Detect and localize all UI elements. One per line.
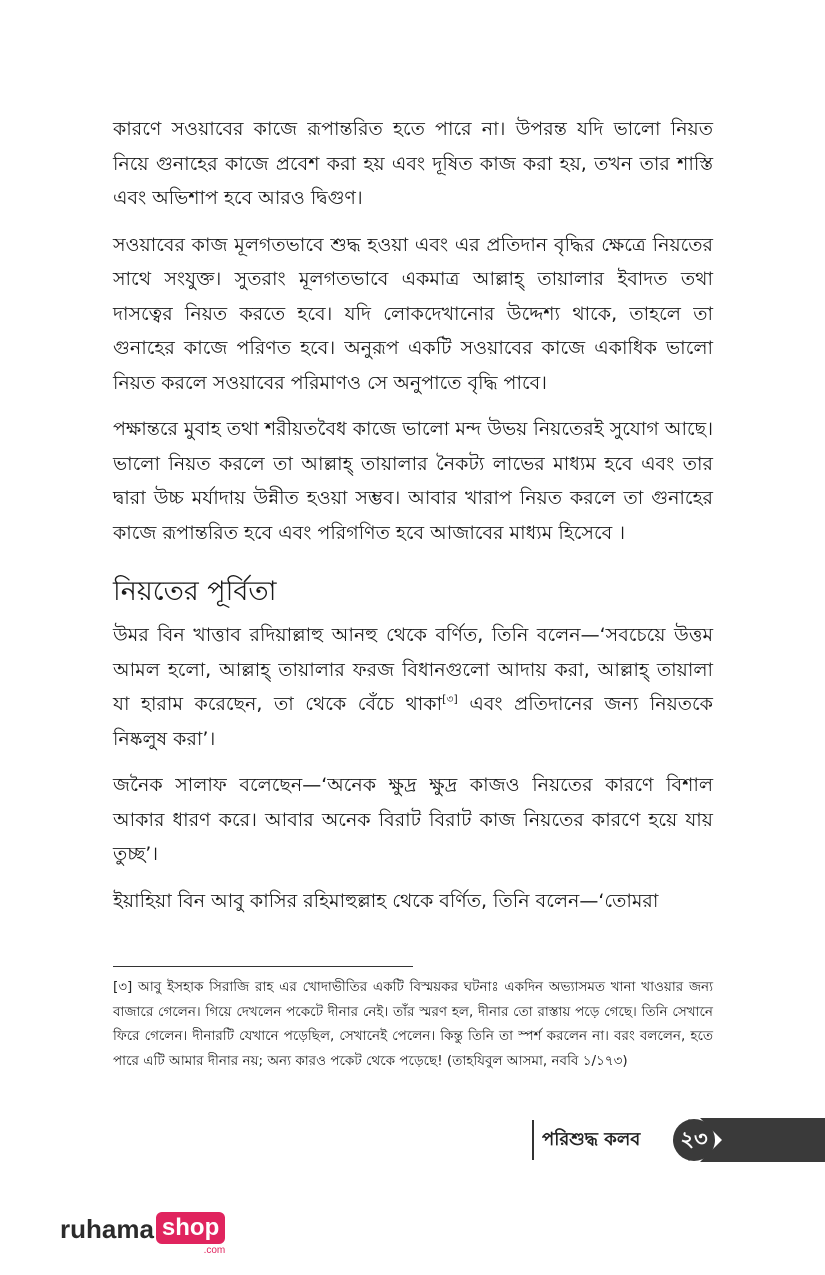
logo-brand: ruhama: [60, 1214, 154, 1244]
footnote-text: [৩] আবু ইসহাক সিরাজি রাহ এর খোদাভীতির একটি বিস্ময়কর ঘটনাঃ একদিন অভ্যাসমত খানা খাওয়ার জন্য বাজারে গেলেন। গিয়ে দেখলেন পকেটে দীনার নেই। তাঁর স্মরণ হল, দীনার তো রাস্তায় পড়ে গেছে। তিনি সেখানে ফিরে গেলেন। দীনারটি যেখানে পড়েছিল, সেখানেই পেলেন। কিন্তু তিনি তা স্পর্শ করলেন না। বরং বললেন, হতে পারে এটি আমার দীনার নয়; অন্য কারও পকেট থেকে পড়েছে! (তাহযিবুল আসমা, নববি ১/১৭৩): [113, 979, 713, 1069]
footnote-ref[interactable]: [৩]: [442, 692, 458, 706]
section-heading: নিয়তের পূর্বিতা: [113, 576, 277, 607]
paragraph-3: পক্ষান্তরে মুবাহ তথা শরীয়তবৈধ কাজে ভালো মন্দ উভয় নিয়তেরই সুযোগ আছে। ভালো নিয়ত করলে তা আল্লাহ্ তায়ালার নৈকট্য লাভের মাধ্যম হবে এবং তার দ্বারা উচ্চ মর্যাদায় উন্নীত হওয়া সম্ভব। আবার খারাপ নিয়ত করলে তা গুনাহের কাজে রূপান্তরিত হবে এবং পরিগণিত হবে আজাবের মাধ্যম হিসেবে ।: [113, 418, 713, 544]
main-text: [113, 112, 713, 930]
logo-shop: shop: [156, 1212, 225, 1244]
paragraph-yahya: ইয়াহিয়া বিন আবু কাসির রহিমাহুল্লাহ থেকে বর্ণিত, তিনি বলেন—‘তোমরা: [113, 889, 659, 912]
running-footer-title: [532, 1120, 640, 1160]
paragraph-2: সওয়াবের কাজ মূলগতভাবে শুদ্ধ হওয়া এবং এর প্রতিদান বৃদ্ধির ক্ষেত্রে নিয়তের সাথে সংযুক্ত। সুতরাং মূলগতভাবে একমাত্র আল্লাহ্ তায়ালার ইবাদত তথা দাসত্বের নিয়ত করতে হবে। যদি লোকদেখানোর উদ্দেশ্য থাকে, তাহলে তা গুনাহের কাজে পরিণত হবে। অনুরূপ একটি সওয়াবের কাজে একাধিক ভালো নিয়ত করলে সওয়াবের পরিমাণও সে অনুপাতে বৃদ্ধি পাবে।: [113, 233, 713, 394]
paragraph-1: কারণে সওয়াবের কাজে রূপান্তরিত হতে পারে না। উপরন্ত যদি ভালো নিয়ত নিয়ে গুনাহের কাজে প্রবেশ করা হয় এবং দূষিত কাজ করা হয়, তখন তার শাস্তি এবং অভিশাপ হবে আরও দ্বিগুণ।: [113, 118, 713, 209]
paragraph-umar-text: উমর বিন খাত্তাব রদিয়াল্লাহু আনহু থেকে বর্ণিত, তিনি বলেন—‘সবচেয়ে উত্তম আমল হলো, আল্লাহ্ তায়ালার ফরজ বিধানগুলো আদায় করা, আল্লাহ্ তায়ালা যা হারাম করেছেন, তা থেকে বেঁচে থাকা: [113, 624, 713, 715]
book-title: পরিশুদ্ধ কলব: [542, 1128, 641, 1150]
paragraph-umar-text-end: এবং প্রতিদানের জন্য নিয়তকে নিষ্কলুষ করা’।: [113, 693, 713, 750]
logo-shop-group: [154, 1212, 225, 1257]
paragraph-umar: [113, 618, 713, 756]
ruhamashop-logo: [60, 1212, 225, 1258]
logo-dotcom: .com: [203, 1245, 226, 1256]
page-number: ২৩: [680, 1126, 708, 1151]
footnote-divider: [113, 966, 413, 967]
paragraph-salaf: জনৈক সালাফ বলেছেন—‘অনেক ক্ষুদ্র ক্ষুদ্র কাজও নিয়তের কারণে বিশাল আকার ধারণ করে। আবার অনেক বিরাট বিরাট কাজ নিয়তের কারণে হয়ে যায় তুচ্ছ’।: [113, 774, 713, 865]
